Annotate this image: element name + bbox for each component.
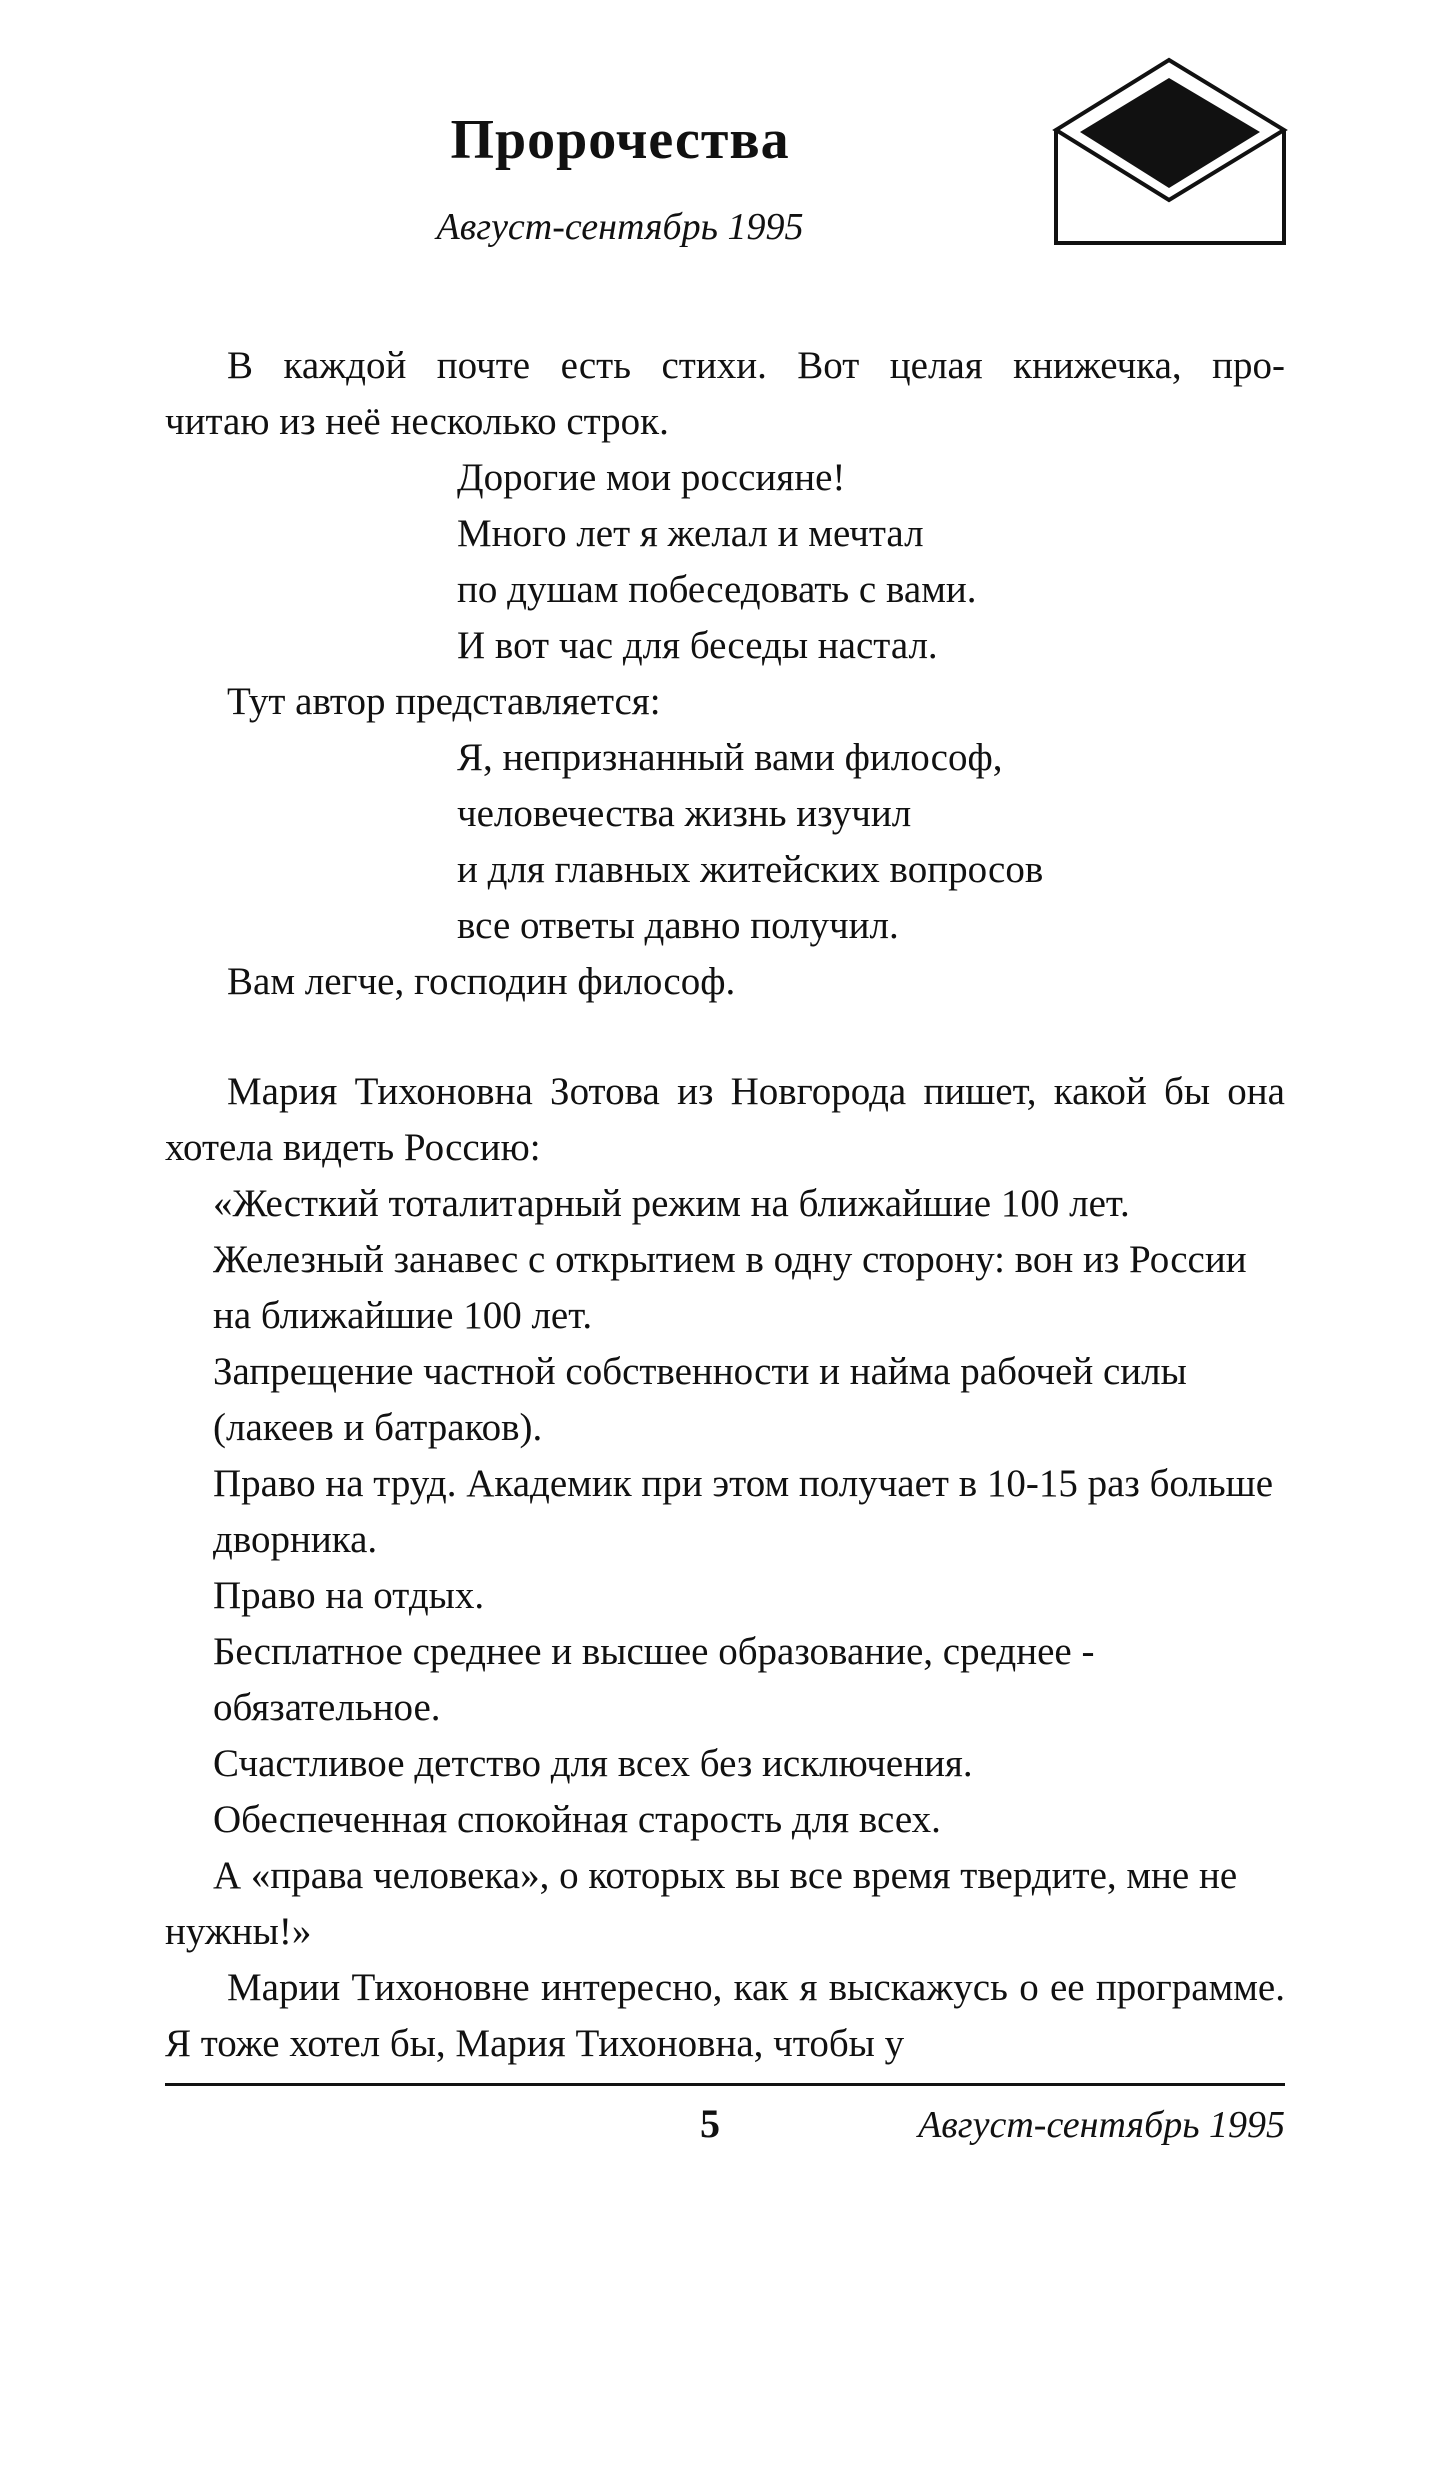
verse-line: Много лет я желал и мечтал: [457, 512, 924, 555]
program-item: Право на отдых.: [213, 1574, 485, 1617]
verse-line: Дорогие мои россияне!: [457, 456, 846, 499]
program-item: Право на труд. Академик при этом получает в 10-15 раз больше дворника.: [213, 1462, 1274, 1561]
program-item: Обеспеченная спокойная старость для всех.: [213, 1798, 941, 1841]
program-item: Железный занавес с открытием в одну сторону: вон из России на ближайшие 100 лет.: [213, 1238, 1247, 1337]
verse-line: Я, непризнанный вами философ,: [457, 736, 1003, 779]
verse-line: И вот час для беседы настал.: [457, 624, 938, 667]
envelope-icon: [1048, 56, 1290, 246]
program-item: А «права человека», о которых вы все время твердите, мне не нужны!»: [165, 1854, 1238, 1953]
verse-line: и для главных житейских вопросов: [457, 848, 1044, 891]
page-number: 5: [700, 2101, 720, 2146]
page-title: Пророчества: [450, 109, 790, 171]
program-item: Счастливое детство для всех без исключения.: [213, 1742, 973, 1785]
intro-line-2: читаю из неё несколько строк.: [165, 400, 669, 443]
author-intro: Тут автор представляется:: [227, 680, 661, 723]
program-item: Запрещение частной собственности и найма рабочей силы (лакеев и батраков).: [213, 1350, 1187, 1449]
program-item: Бесплатное среднее и высшее образование, среднее - обязательное.: [213, 1630, 1095, 1729]
intro-line-1: В каждой почте есть стихи. Вот целая книжечка, про-: [227, 344, 1285, 387]
letter-intro: Мария Тихоновна Зотова из Новгорода пишет, какой бы она хотела видеть Россию:: [165, 1070, 1285, 1169]
closing-paragraph: Марии Тихоновне интересно, как я выскажусь о ее программе. Я тоже хотел бы, Мария Тихоновна, чтобы у: [165, 1966, 1285, 2065]
program-item: «Жесткий тоталитарный режим на ближайшие 100 лет.: [213, 1182, 1130, 1225]
issue-date: Август-сентябрь 1995: [436, 206, 804, 248]
verse-line: по душам побеседовать с вами.: [457, 568, 977, 611]
footer-rule: [165, 2083, 1285, 2086]
reply-line: Вам легче, господин философ.: [227, 960, 736, 1003]
verse-line: человечества жизнь изучил: [457, 792, 912, 835]
article-body: [165, 338, 1285, 2072]
verse-line: все ответы давно получил.: [457, 904, 899, 947]
footer-issue-date: Август-сентябрь 1995: [918, 2104, 1285, 2146]
